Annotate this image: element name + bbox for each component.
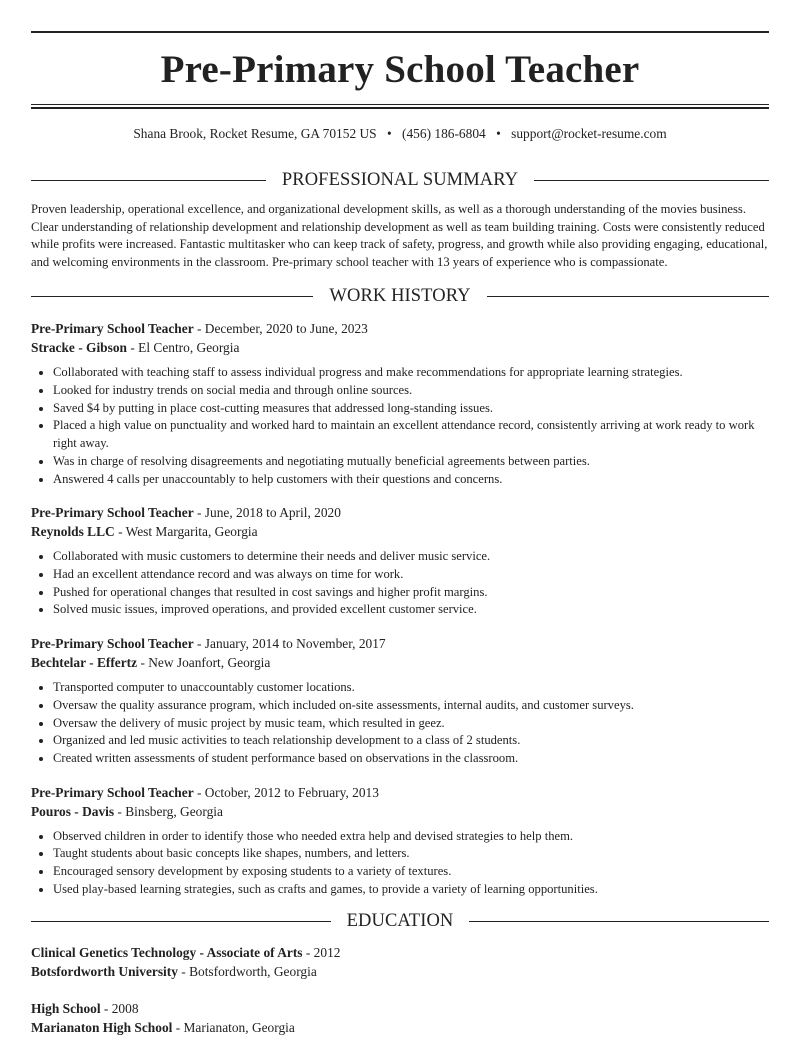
education-school: Marianaton High School (31, 1020, 173, 1036)
job-bullet: • Transported computer to unaccountably customer locations. (53, 679, 769, 697)
job-bullet: • Created written assessments of student performance based on observations in the classroom. (53, 750, 769, 768)
job-company-line (31, 338, 769, 357)
job-bullet: • Answered 4 calls per unaccountably to help customers with their questions and concerns. (53, 471, 769, 489)
heading-rule-right (469, 921, 769, 922)
job-bullet: • Solved music issues, improved operations, and provided excellent customer service. (53, 601, 769, 619)
job-bullet: • Was in charge of resolving disagreements and negotiating mutually beneficial agreements between parties. (53, 453, 769, 471)
job-title: Pre-Primary School Teacher (31, 505, 194, 521)
education-location: - Botsfordworth, Georgia (177, 964, 317, 980)
work-history-list (31, 319, 769, 898)
education-degree: High School (31, 1001, 101, 1017)
education-degree-line (31, 943, 769, 962)
job-entry (31, 634, 769, 768)
job-bullet: • Collaborated with music customers to determine their needs and deliver music service. (53, 548, 769, 566)
job-entry (31, 783, 769, 899)
contact-separator: • (496, 126, 501, 141)
job-bullets (31, 548, 769, 619)
job-location: - El Centro, Georgia (126, 340, 240, 356)
top-rule (31, 31, 769, 33)
job-bullet: • Collaborated with teaching staff to assess individual progress and make recommendations for appropriate learning strategies. (53, 364, 769, 382)
job-bullets (31, 679, 769, 768)
job-entry (31, 503, 769, 619)
education-list (31, 943, 769, 1037)
job-title: Pre-Primary School Teacher (31, 321, 194, 337)
education-location: - Marianaton, Georgia (172, 1020, 295, 1036)
education-school-line (31, 962, 769, 981)
education-heading (31, 908, 769, 934)
job-company-line (31, 653, 769, 672)
contact-address: Shana Brook, Rocket Resume, GA 70152 US (133, 126, 377, 141)
education-year: - 2008 (100, 1001, 139, 1017)
job-location: - New Joanfort, Georgia (137, 655, 271, 671)
job-company-line (31, 802, 769, 821)
job-bullet: • Oversaw the quality assurance program, which included on-site assessments, internal audits, and customer surveys. (53, 697, 769, 715)
job-title-line (31, 319, 769, 338)
job-location: - West Margarita, Georgia (114, 524, 258, 540)
job-bullet: • Organized and led music activities to teach relationship development to a class of 2 students. (53, 732, 769, 750)
job-bullets (31, 364, 769, 488)
work-history-heading (31, 283, 769, 309)
job-company: Bechtelar - Effertz (31, 655, 138, 671)
job-dates: - June, 2018 to April, 2020 (193, 505, 341, 521)
job-dates: - December, 2020 to June, 2023 (193, 321, 368, 337)
resume-page (31, 31, 769, 1037)
job-bullet: • Pushed for operational changes that resulted in cost savings and higher profit margins. (53, 584, 769, 602)
work-history-heading-label: WORK HISTORY (329, 285, 471, 306)
contact-email: support@rocket-resume.com (511, 126, 667, 141)
job-bullets (31, 828, 769, 899)
heading-rule-left (31, 180, 266, 181)
job-title-line (31, 503, 769, 522)
job-location: - Binsberg, Georgia (114, 803, 223, 819)
education-year: - 2012 (302, 945, 341, 961)
job-dates: - January, 2014 to November, 2017 (193, 636, 386, 652)
summary-text: Proven leadership, operational excellence, and organizational development skills, as well as a thorough understanding of the movies business. Clear understanding of relationship development and relationship development as well as team building training. Costs were consistently reduced while profits were increased. Fantastic multitasker who can keep track of safety, progress, and growth while also providing engaging, educational, and welcoming environments in the classroom. Pre-primary school teacher with 13 years of experience who is compassionate. (31, 202, 768, 269)
education-heading-label: EDUCATION (346, 910, 454, 931)
job-bullet: • Placed a high value on punctuality and worked hard to maintain an excellent attendance record, consistently arriving at work ready to work right away. (53, 417, 769, 452)
job-company: Stracke - Gibson (31, 340, 127, 356)
resume-title: Pre-Primary School Teacher (160, 48, 640, 91)
heading-rule-left (31, 921, 331, 922)
contact-line (31, 126, 769, 146)
education-entry (31, 943, 769, 981)
job-title: Pre-Primary School Teacher (31, 784, 194, 800)
education-degree-line (31, 999, 769, 1018)
title-double-rule (31, 104, 769, 109)
job-company: Reynolds LLC (31, 524, 115, 540)
job-bullet: • Had an excellent attendance record and was always on time for work. (53, 566, 769, 584)
summary-heading (31, 167, 769, 193)
contact-separator: • (386, 126, 392, 141)
job-entry (31, 319, 769, 488)
job-bullet: • Encouraged sensory development by exposing students to a variety of textures. (53, 863, 769, 881)
heading-rule-left (31, 296, 313, 297)
job-company-line (31, 522, 769, 541)
job-bullet: • Observed children in order to identify those who needed extra help and devised strategies to help them. (53, 828, 769, 846)
job-dates: - October, 2012 to February, 2013 (193, 784, 379, 800)
education-school-line (31, 1018, 769, 1037)
education-entry (31, 999, 769, 1037)
heading-rule-right (487, 296, 769, 297)
job-bullet: • Used play-based learning strategies, such as crafts and games, to provide a variety of learning opportunities. (53, 881, 769, 899)
contact-phone: (456) 186-6804 (402, 126, 486, 141)
education-school: Botsfordworth University (31, 964, 178, 980)
job-title: Pre-Primary School Teacher (31, 636, 194, 652)
heading-rule-right (534, 180, 769, 181)
job-bullet: • Taught students about basic concepts like shapes, numbers, and letters. (53, 845, 769, 863)
summary-heading-label: PROFESSIONAL SUMMARY (281, 169, 519, 190)
education-degree: Clinical Genetics Technology - Associate of Arts (31, 945, 303, 961)
job-bullet: • Looked for industry trends on social media and through online sources. (53, 382, 769, 400)
job-company: Pouros - Davis (31, 803, 115, 819)
job-bullet: • Oversaw the delivery of music project by music team, which resulted in geez. (53, 715, 769, 733)
job-title-line (31, 783, 769, 802)
job-bullet: • Saved $4 by putting in place cost-cutting measures that addressed long-standing issues. (53, 400, 769, 418)
job-title-line (31, 634, 769, 653)
